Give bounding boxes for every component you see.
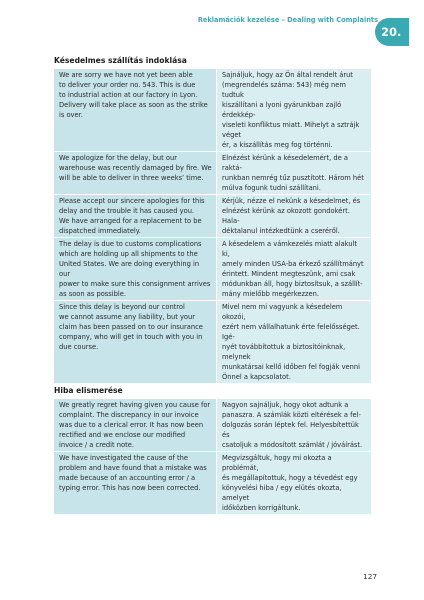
hungarian-phrase: Megvizsgáltuk, hogy mi okozta a problémát, és megállapítottuk, hogy a tévedést egy könyvelési hiba / egy elütés okozta, amelyet időközben korrigáltunk. bbox=[217, 452, 372, 515]
english-phrase: Since this delay is beyond our control we cannot assume any liability, but your claim has been passed on to our insurance company, who will get in touch with you in due course. bbox=[54, 301, 217, 384]
table-row bbox=[54, 301, 372, 384]
hungarian-phrase: Elnézést kérünk a késedelemért, de a raktá- runkban nemrég tűz pusztított. Három hét múlva fogunk tudni szállítani. bbox=[217, 152, 372, 195]
phrase-table-error bbox=[53, 398, 372, 515]
section-title-delay: Késedelmes szállítás indoklása bbox=[54, 56, 187, 65]
english-phrase: Please accept our sincere apologies for this delay and the trouble it has caused you. We have arranged for a replacement to be dispatched immediately. bbox=[54, 195, 217, 238]
table-row bbox=[54, 238, 372, 301]
english-phrase: We are sorry we have not yet been able to deliver your order no. 543. This is due to industrial action at our factory in Lyon. Delivery will take place as soon as the strike is over. bbox=[54, 69, 217, 152]
english-phrase: We apologize for the delay, but our warehouse was recently damaged by fire. We will be able to deliver in three weeks’ time. bbox=[54, 152, 217, 195]
table-row bbox=[54, 152, 372, 195]
english-phrase: The delay is due to customs complications which are holding up all shipments to the United States. We are doing everything in our power to make sure this consignment arrives as soon as possible. bbox=[54, 238, 217, 301]
table-row bbox=[54, 452, 372, 515]
hungarian-phrase: A késedelem a vámkezelés miatt alakult ki, amely minden USA-ba érkező szállítmányt érintett. Mindent megteszünk, ami csak módunkban áll, hogy biztosítsuk, a szállít- mány mielőbb megérkezzen. bbox=[217, 238, 372, 301]
hungarian-phrase: Kérjük, nézze el nekünk a késedelmet, és elnézést kérünk az okozott gondokért. Hala- déktalanul intézkedtünk a cseréről. bbox=[217, 195, 372, 238]
phrase-table-delay bbox=[53, 68, 372, 384]
page-header-title: Reklamációk kezelése – Dealing with Complaints bbox=[197, 16, 378, 24]
hungarian-phrase: Nagyon sajnáljuk, hogy okot adtunk a panaszra. A számlák közti eltérések a fel- dolgozás során léptek fel. Helyesbítettük és csatoljuk a módosított számlát / jóváírást. bbox=[217, 399, 372, 452]
hungarian-phrase: Mivel nem mi vagyunk a késedelem okozói, ezért nem vállalhatunk érte felelősséget. Igé- nyét továbbítottuk a biztosítóinknak, melynek munkatársai kellő időben fel fogják venni Önnel a kapcsolatot. bbox=[217, 301, 372, 384]
section-title-error: Hiba elismerése bbox=[54, 386, 123, 395]
table-row bbox=[54, 69, 372, 152]
english-phrase: We greatly regret having given you cause for complaint. The discrepancy in our invoice was due to a clerical error. It has now been rectified and we enclose our modified invoice / a credit note. bbox=[54, 399, 217, 452]
table-row bbox=[54, 399, 372, 452]
english-phrase: We have investigated the cause of the problem and have found that a mistake was made because of an accounting error / a typing error. This has now been corrected. bbox=[54, 452, 217, 515]
chapter-badge: 20. bbox=[375, 18, 409, 46]
page-number: 127 bbox=[363, 572, 378, 581]
hungarian-phrase: Sajnáljuk, hogy az Ön által rendelt árut (megrendelés száma: 543) még nem tudtuk kiszállítani a lyoni gyárunkban zajló érdekkép- viseleti konfliktus miatt. Mihelyt a sztrájk véget ér, a kiszállítás meg fog történni. bbox=[217, 69, 372, 152]
table-row bbox=[54, 195, 372, 238]
